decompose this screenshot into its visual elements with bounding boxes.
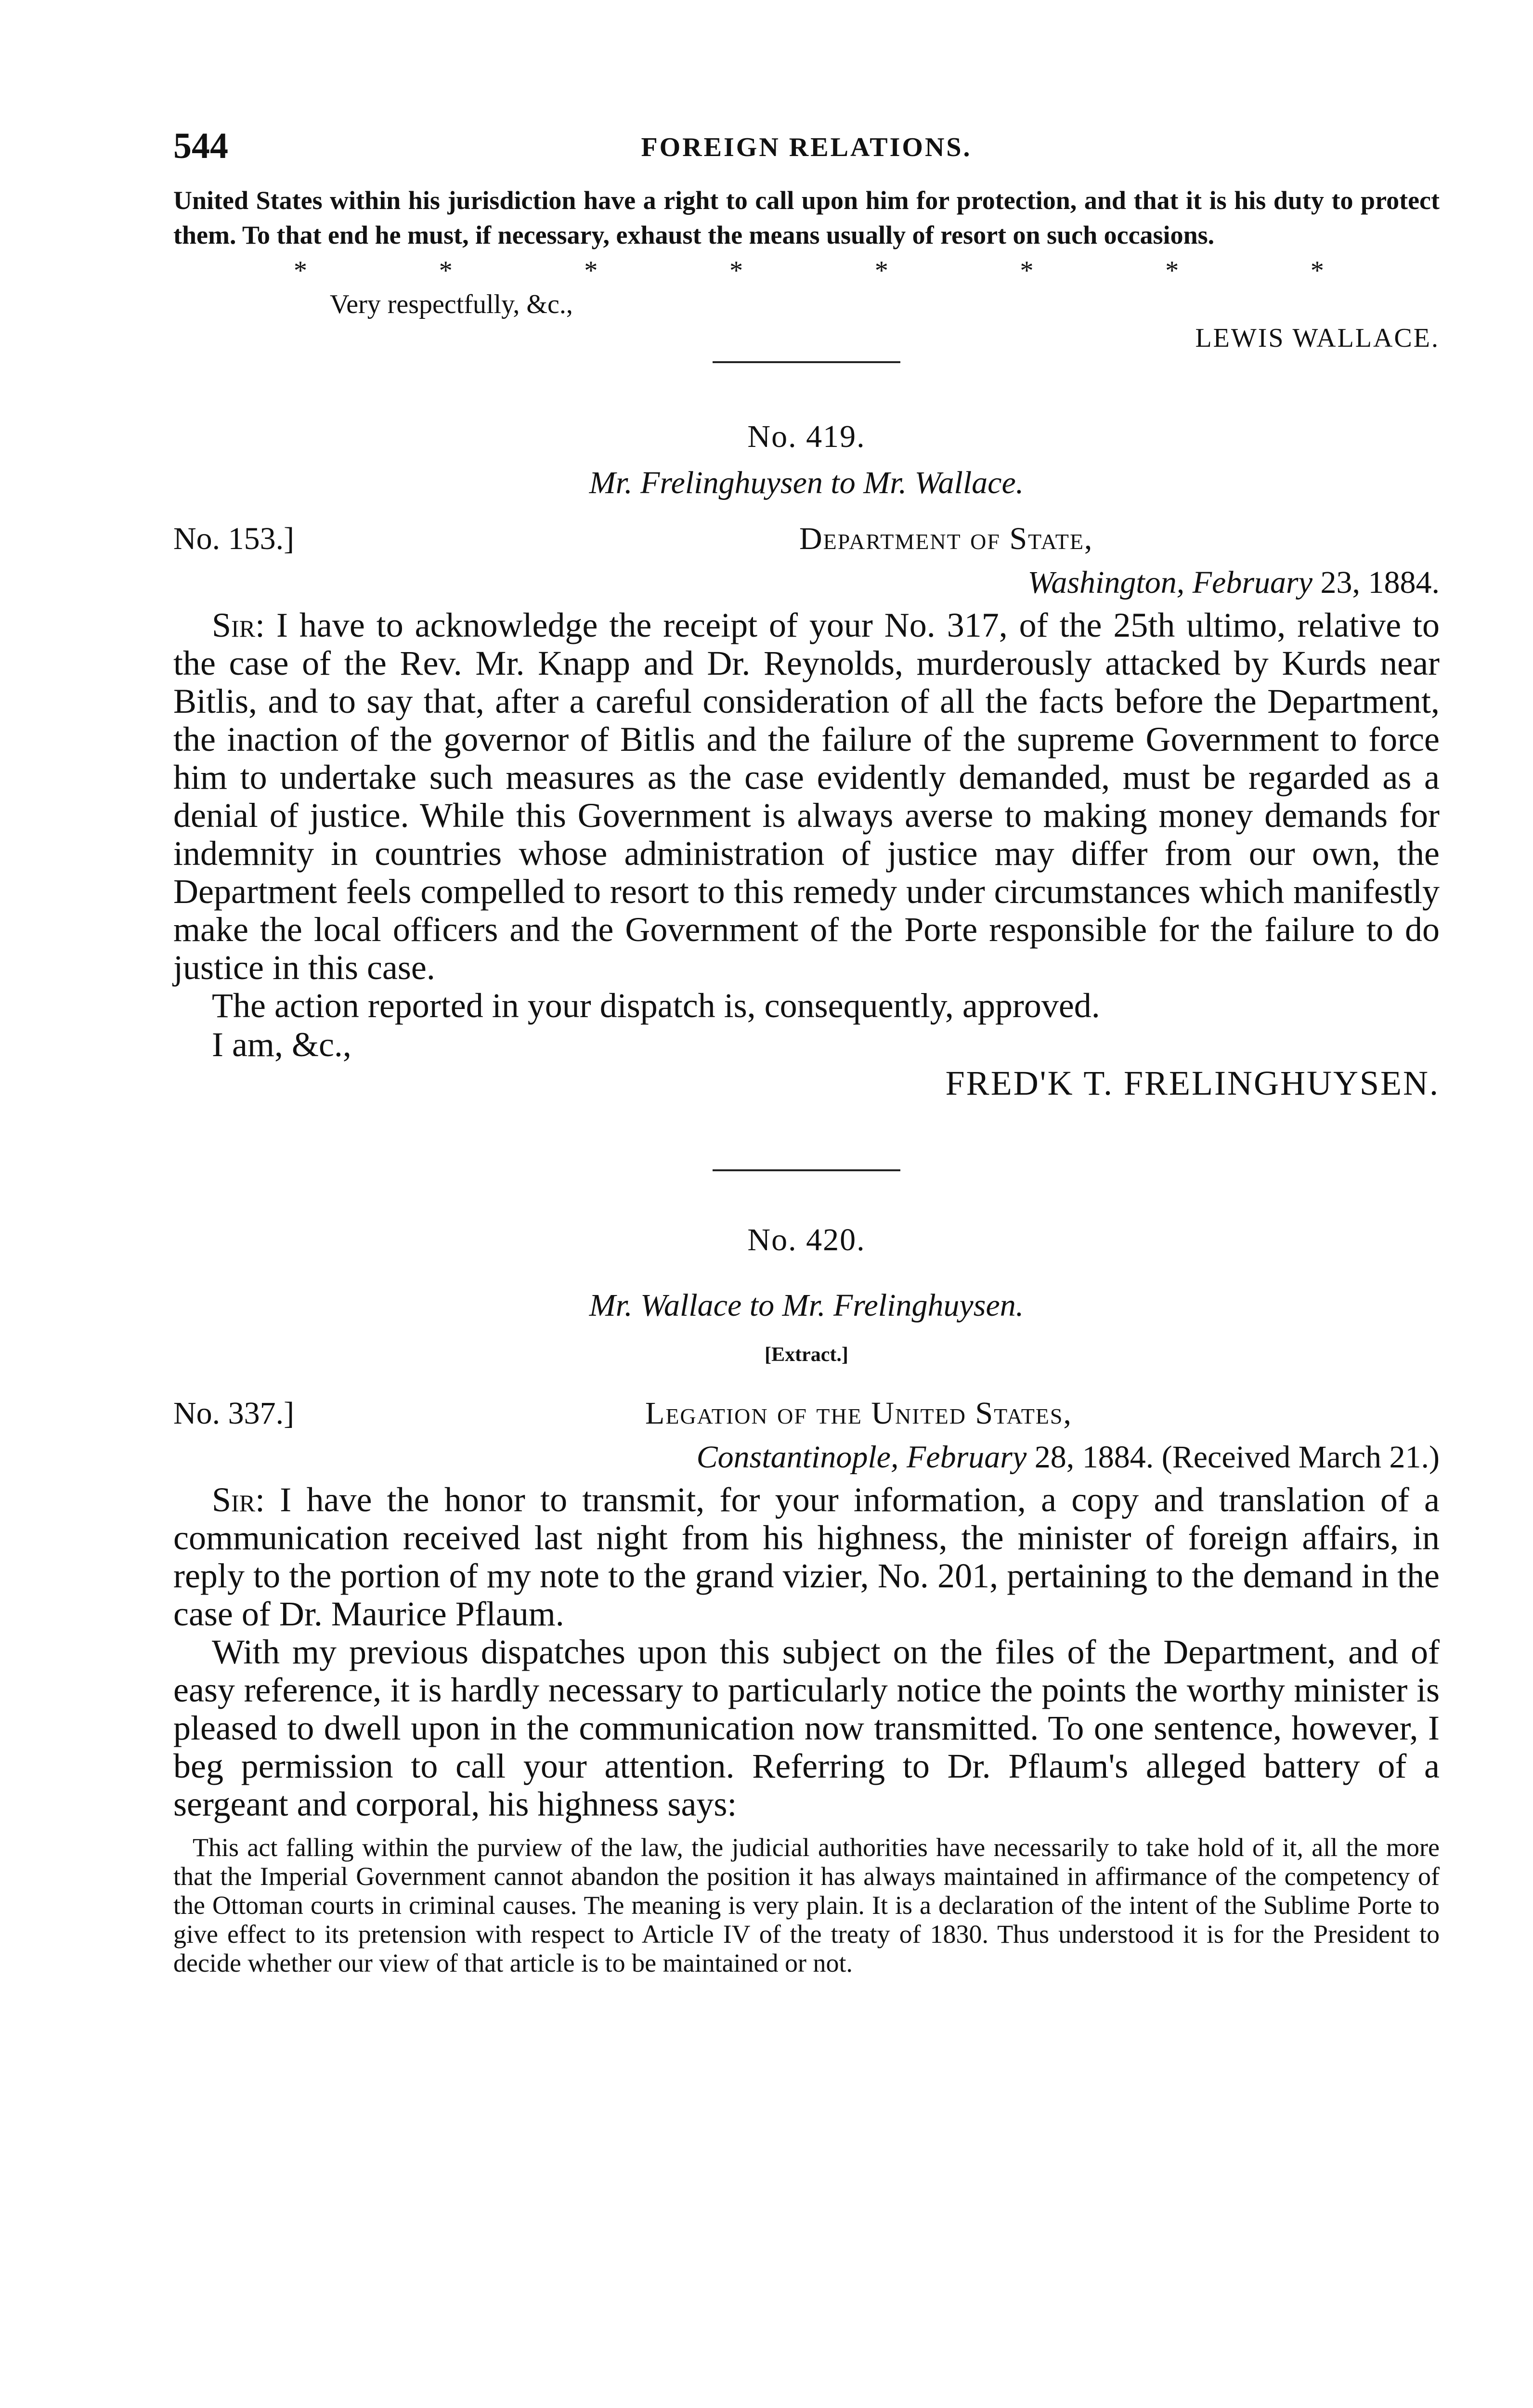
title-mid: to xyxy=(749,1288,775,1323)
place: Constantinople, xyxy=(696,1440,899,1475)
paragraph: The action reported in your dispatch is, consequently, approved. xyxy=(212,986,1100,1025)
page-header xyxy=(173,125,1440,183)
title-from: Mr. Wallace xyxy=(589,1288,742,1323)
date-rest: 23, 1884. xyxy=(1320,565,1440,600)
date-month: February xyxy=(906,1440,1027,1475)
title-from: Mr. Frelinghuysen xyxy=(589,465,823,500)
block-quote xyxy=(173,1833,1440,1977)
closing-phrase: I am, &c., xyxy=(212,1025,351,1064)
extract-label: [Extract.] xyxy=(765,1344,848,1366)
title-mid: to xyxy=(831,465,856,500)
closing-phrase: Very respectfully, &c., xyxy=(330,289,573,319)
salutation: Sir: xyxy=(212,606,265,644)
paragraph xyxy=(173,606,1440,987)
dispatch-number: No. 337.] xyxy=(173,1396,295,1431)
star: * xyxy=(1165,256,1179,286)
section-divider xyxy=(713,1169,900,1171)
quote-text: This act falling within the purview of the law, the judicial authorities have necessarily to take hold of it, all the more that the Imperial Government cannot abandon the position it has always maintained in affirmance of the competency of the Ottoman courts in criminal causes. The meaning is very plain. It is a declaration of the intent of the Sublime Porte to give effect to its pretension with respect to Article IV of the treaty of 1830. Thus understood it is for the President to decide whether our view of that article is to be maintained or not. xyxy=(173,1833,1440,1977)
star: * xyxy=(1310,256,1324,286)
place: Washington, xyxy=(1027,565,1185,600)
place-date xyxy=(173,564,1440,602)
star: * xyxy=(294,256,307,286)
salutation: Sir: xyxy=(212,1480,265,1519)
dispatch-heading xyxy=(173,1395,1440,1439)
star: * xyxy=(1020,256,1034,286)
page-number: 544 xyxy=(173,126,228,166)
place-date xyxy=(173,1439,1440,1476)
running-head: FOREIGN RELATIONS. xyxy=(641,132,972,162)
star: * xyxy=(439,256,453,286)
paragraph-text: I have to acknowledge the receipt of your No. 317, of the 25th ultimo, relative to the case of the Rev. Mr. Knapp and Dr. Reynolds, murderously attacked by Kurds near Bitlis, and to say that, after a careful consideration of all the facts before the Department, the inaction of the governor of Bitlis and the failure of the supreme Government to force him to undertake such measures as the case evidently demanded, must be regarded as a denial of justice. While this Government is always averse to making money demands for indemnity in countries whose administration of justice may differ from our own, the Department feels compelled to resort to this remedy under circumstances which manifestly make the local officers and the Government of the Porte responsible for the failure to do justice in this case. xyxy=(173,606,1440,987)
star: * xyxy=(584,256,598,286)
signature: FRED'K T. FRELINGHUYSEN. xyxy=(945,1064,1440,1102)
letter-closing xyxy=(173,1025,1440,1107)
sender-office: Department of State, xyxy=(799,521,1093,556)
document-title xyxy=(173,1287,1440,1324)
date-month: February xyxy=(1192,565,1312,600)
signature: LEWIS WALLACE. xyxy=(1195,323,1440,353)
letter-body xyxy=(173,1481,1440,1823)
previous-letter-text: United States within his jurisdiction have a right to call upon him for protection, and that it is his duty to protect them. To that end he must, if necessary, exhaust the means usually of resort on such occasions. xyxy=(173,186,1440,249)
paragraph xyxy=(173,1481,1440,1633)
document-number: No. 420. xyxy=(747,1222,866,1257)
date-rest: 28, 1884. (Received March 21.) xyxy=(1034,1440,1440,1475)
letter-body xyxy=(173,606,1440,1025)
sender-office: Legation of the United States, xyxy=(645,1396,1072,1431)
document-page xyxy=(173,125,1440,1977)
previous-letter-closing xyxy=(173,284,1440,356)
star: * xyxy=(874,256,888,286)
title-to: Mr. Frelinghuysen. xyxy=(782,1288,1024,1323)
dispatch-number: No. 153.] xyxy=(173,521,295,556)
section-divider xyxy=(713,361,900,363)
dispatch-heading xyxy=(173,521,1440,564)
paragraph: With my previous dispatches upon this subject on the files of the Department, and of easy reference, it is hardly necessary to particularly notice the points the worthy minister is pleased to dwell upon in the communication now transmitted. To one sentence, however, I beg permission to call your attention. Referring to Dr. Pflaum's alleged battery of a sergeant and corporal, his highness says: xyxy=(173,1633,1440,1823)
star: * xyxy=(729,256,743,286)
title-to: Mr. Wallace. xyxy=(863,465,1024,500)
paragraph-text: I have the honor to transmit, for your information, a copy and translation of a communication received last night from his highness, the minister of foreign affairs, in reply to the portion of my note to the grand vizier, No. 201, pertaining to the demand in the case of Dr. Maurice Pflaum. xyxy=(173,1480,1440,1633)
ellipsis-stars xyxy=(173,255,1440,284)
document-title xyxy=(173,465,1440,501)
document-number: No. 419. xyxy=(747,419,866,454)
